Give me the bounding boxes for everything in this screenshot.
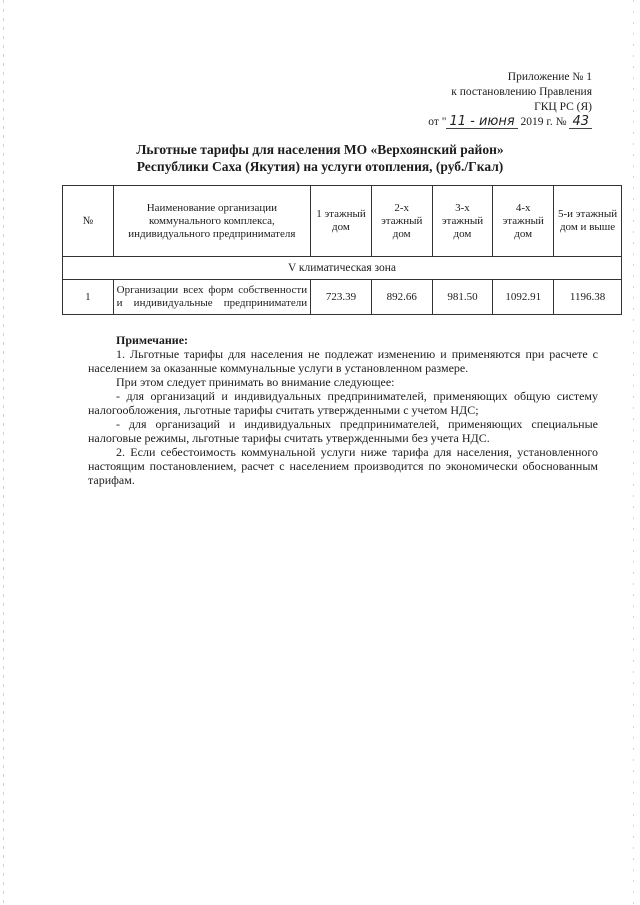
- appendix-block: [428, 70, 592, 130]
- document-title: [0, 141, 640, 175]
- row-tariff-5-floor: 1196.38: [554, 280, 622, 315]
- note-paragraph-1: 1. Льготные тарифы для населения не подлежат изменению и применяются при расчете с населением за оказанные коммунальные услуги в установленном размере.: [88, 347, 598, 375]
- note-paragraph-5: 2. Если себестоимость коммунальной услуги ниже тарифа для населения, установленного настоящим постановлением, расчет с населением производится по экономически обоснованным тарифам.: [88, 445, 598, 487]
- header-no: №: [63, 186, 114, 257]
- header-name: Наименование организации коммунального комплекса, индивидуального предпринимателя: [113, 186, 310, 257]
- appendix-line-3: ГКЦ РС (Я): [534, 101, 592, 113]
- note-paragraph-2: При этом следует принимать во внимание следующее:: [116, 375, 395, 389]
- row-tariff-1-floor: 723.39: [311, 280, 372, 315]
- tariff-table: [62, 185, 622, 315]
- row-tariff-4-floor: 1092.91: [493, 280, 554, 315]
- title-line-1: Льготные тарифы для населения МО «Верхоянский район»: [136, 142, 504, 157]
- note-paragraph-3: - для организаций и индивидуальных предпринимателей, применяющих общую систему налогообложения, льготные тарифы считать утвержденными с учетом НДС;: [88, 389, 598, 417]
- notes-section: [88, 333, 598, 487]
- date-year: 2019 г. №: [520, 116, 567, 128]
- header-4-floor: 4-х этажный дом: [493, 186, 554, 257]
- title-line-2: Республики Саха (Якутия) на услуги отопления, (руб./Гкал): [136, 159, 504, 174]
- header-1-floor: 1 этажный дом: [311, 186, 372, 257]
- row-no: 1: [63, 280, 114, 315]
- table-row: [63, 280, 622, 315]
- table-zone-row: [63, 257, 622, 280]
- appendix-date-line: [428, 115, 592, 130]
- climate-zone-label: V климатическая зона: [63, 257, 622, 280]
- date-prefix: от ": [428, 116, 447, 128]
- table-header-row: [63, 186, 622, 257]
- appendix-line-2: к постановлению Правления: [451, 86, 592, 98]
- header-5-floor: 5-и этажный дом и выше: [554, 186, 622, 257]
- header-2-floor: 2-х этажный дом: [371, 186, 432, 257]
- note-paragraph-4: - для организаций и индивидуальных предпринимателей, применяющих специальные налоговые режимы, льготные тарифы считать утвержденными без учета НДС.: [88, 417, 598, 445]
- row-tariff-3-floor: 981.50: [432, 280, 493, 315]
- handwritten-number: 43: [569, 115, 592, 129]
- appendix-line-1: Приложение № 1: [507, 71, 592, 83]
- scan-edge-right: [633, 0, 634, 905]
- row-tariff-2-floor: 892.66: [371, 280, 432, 315]
- handwritten-date: 11 - июня: [446, 115, 517, 129]
- row-organization-name: Организации всех форм собственности и индивидуальные предприниматели: [113, 280, 310, 315]
- header-3-floor: 3-х этажный дом: [432, 186, 493, 257]
- notes-heading: Примечание:: [116, 333, 189, 347]
- scan-edge-left: [3, 0, 4, 905]
